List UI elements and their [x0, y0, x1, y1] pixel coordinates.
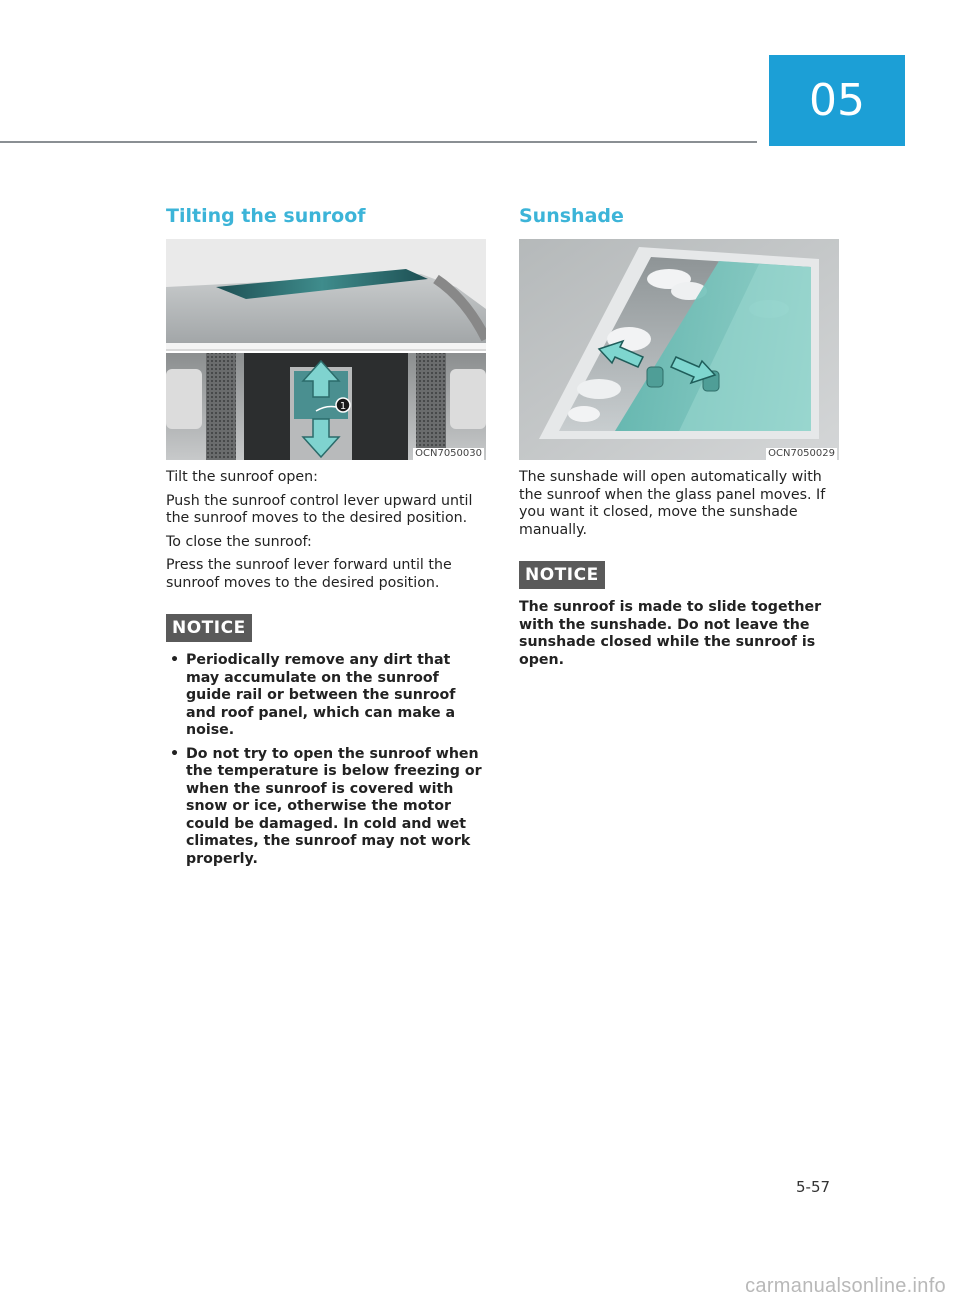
- bullet-icon: •: [170, 745, 180, 762]
- notice-box-left: [166, 614, 486, 868]
- section-title-sunshade: Sunshade: [519, 205, 624, 227]
- section-title-tilting: Tilting the sunroof: [166, 205, 366, 227]
- bullet-icon: •: [170, 652, 180, 668]
- figure-code: OCN7050030: [415, 448, 482, 459]
- left-body: [166, 469, 486, 592]
- right-column: [519, 205, 839, 669]
- notice-badge: NOTICE: [519, 561, 605, 589]
- notice-item-text: Periodically remove any dirt that may accumulate on the sunroof guide rail or between the sunroof and roof panel, which can make a noise.: [186, 652, 456, 738]
- notice-item-text: Do not try to open the sunroof when the temperature is below freezing or when the sunroof is covered with snow or ice, otherwise the motor could be damaged. In cold and wet climates, the sunroof may not work properly.: [186, 745, 482, 867]
- notice-item: [166, 746, 486, 869]
- notice-list: [166, 652, 486, 868]
- paragraph: The sunshade will open automatically with the sunroof when the glass panel moves. If you want it closed, move the sunshade manually.: [519, 469, 826, 538]
- notice-badge: NOTICE: [166, 614, 252, 642]
- figure-tilt-sunroof: [166, 239, 486, 460]
- watermark: carmanualsonline.info: [745, 1275, 946, 1297]
- notice-text: The sunroof is made to slide together with the sunshade. Do not leave the sunshade closed while the sunroof is open.: [519, 599, 822, 668]
- page-number: 5-57: [796, 1178, 831, 1196]
- paragraph: Press the sunroof lever forward until the sunroof moves to the desired position.: [166, 557, 452, 591]
- chapter-number: 05: [809, 75, 865, 126]
- paragraph: Tilt the sunroof open:: [166, 469, 318, 485]
- chapter-tab: [769, 55, 905, 146]
- sunshade-illustration: [519, 239, 839, 460]
- right-body: [519, 469, 839, 539]
- paragraph: Push the sunroof control lever upward until the sunroof moves to the desired position.: [166, 492, 473, 526]
- tilt-sunroof-illustration: [166, 239, 486, 460]
- notice-item: [166, 652, 486, 740]
- figure-sunshade: [519, 239, 839, 460]
- callout-number: 1: [339, 401, 347, 412]
- header-rule: [0, 141, 757, 143]
- left-column: [166, 205, 486, 874]
- figure-code: OCN7050029: [768, 448, 835, 459]
- notice-box-right: [519, 561, 839, 669]
- paragraph: To close the sunroof:: [166, 533, 312, 550]
